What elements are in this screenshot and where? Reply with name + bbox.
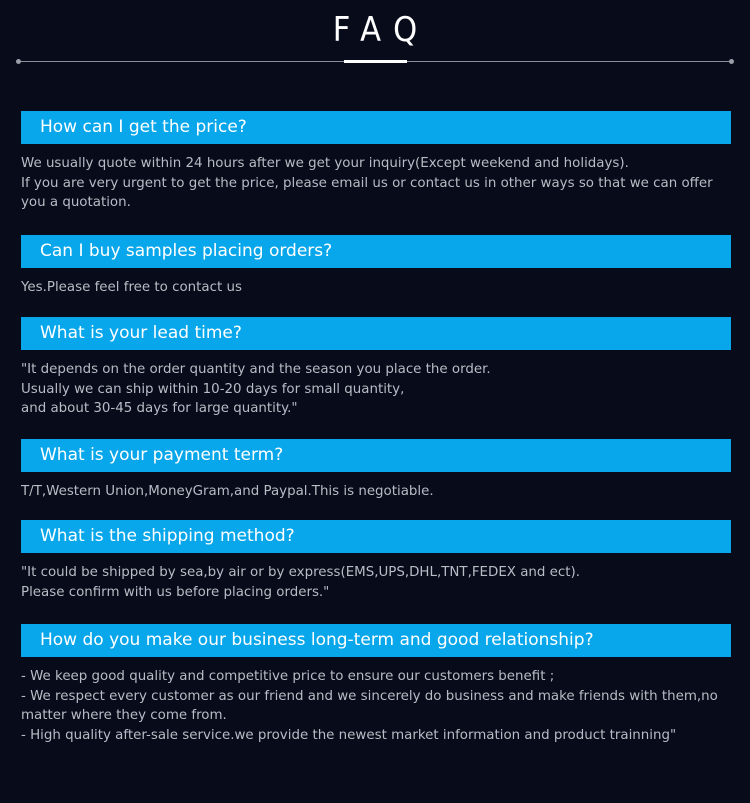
- faq-question: Can I buy samples placing orders?: [21, 235, 731, 268]
- faq-answer-line: "It depends on the order quantity and the season you place the order.: [21, 362, 491, 377]
- divider-left-dot: [16, 59, 21, 64]
- faq-answer: [21, 278, 731, 298]
- faq-question: How do you make our business long-term and good relationship?: [21, 624, 731, 657]
- faq-answer-line: "It could be shipped by sea,by air or by express(EMS,UPS,DHL,TNT,FEDEX and ect).: [21, 565, 580, 580]
- faq-answer-line: Yes.Please feel free to contact us: [21, 280, 242, 295]
- faq-answer-line: T/T,Western Union,MoneyGram,and Paypal.This is negotiable.: [21, 484, 434, 499]
- faq-answer-line: We usually quote within 24 hours after we get your inquiry(Except weekend and holidays).: [21, 156, 629, 171]
- faq-answer: [21, 154, 731, 213]
- faq-answer-line: Please confirm with us before placing orders.": [21, 584, 330, 600]
- page-title: FAQ: [332, 10, 430, 50]
- faq-question: What is your lead time?: [21, 317, 731, 350]
- faq-answer-line: Usually we can ship within 10-20 days for small quantity,: [21, 381, 405, 397]
- faq-answer: [21, 667, 731, 745]
- faq-item-payment-term: [21, 439, 731, 502]
- faq-answer-line: If you are very urgent to get the price, please email us or contact us in other ways so that we can offer you a quotation.: [21, 175, 717, 211]
- faq-item-shipping-method: [21, 520, 731, 602]
- faq-answer: [21, 360, 731, 419]
- faq-answer-line: - We respect every customer as our friend and we sincerely do business and make friends with them,no matter where they come from.: [21, 688, 723, 724]
- faq-question: How can I get the price?: [21, 111, 731, 144]
- faq-item-samples: [21, 235, 731, 298]
- faq-answer: [21, 482, 731, 502]
- faq-item-price: [21, 111, 731, 213]
- faq-answer-line: - High quality after-sale service.we provide the newest market information and product trainning": [21, 727, 677, 743]
- faq-item-relationship: [21, 624, 731, 745]
- faq-answer-line: - We keep good quality and competitive price to ensure our customers benefit ;: [21, 669, 555, 684]
- faq-question: What is your payment term?: [21, 439, 731, 472]
- faq-item-lead-time: [21, 317, 731, 419]
- title-underline: [344, 60, 407, 63]
- faq-question: What is the shipping method?: [21, 520, 731, 553]
- divider-right-dot: [729, 59, 734, 64]
- faq-answer-line: and about 30-45 days for large quantity.": [21, 401, 298, 417]
- faq-answer: [21, 563, 731, 602]
